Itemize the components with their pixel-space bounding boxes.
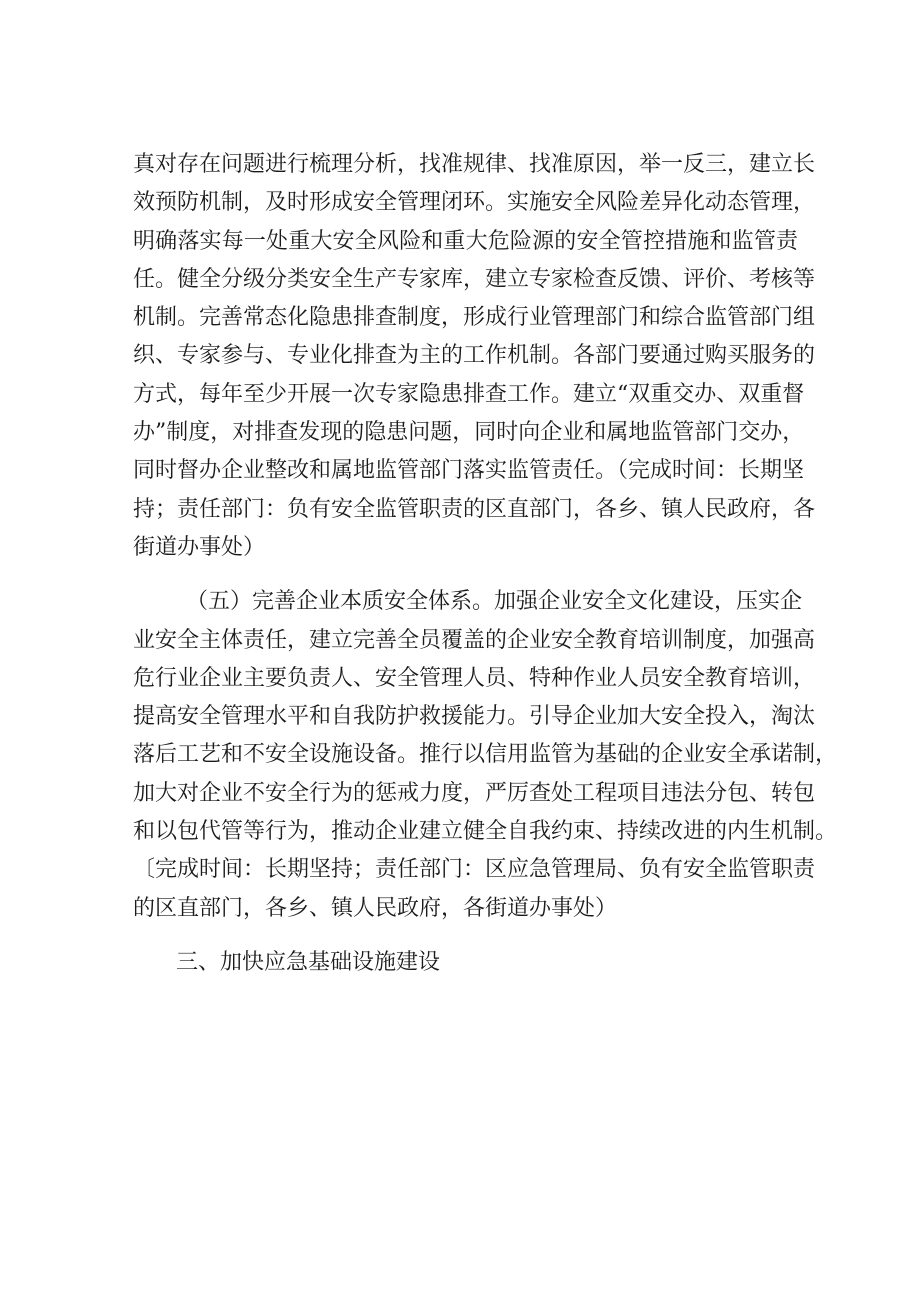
paragraph-line: 效预防机制，及时形成安全管理闭环。实施安全风险差异化动态管理， bbox=[133, 190, 816, 216]
paragraph-line: 明确落实每一处重大安全风险和重大危险源的安全管控措施和监管责 bbox=[133, 228, 798, 254]
paragraph-line: 持；责任部门：负有安全监管职责的区直部门，各乡、镇人民政府，各 bbox=[133, 496, 816, 522]
paragraph-line: 任。健全分级分类安全生产专家库，建立专家检查反馈、评价、考核等 bbox=[133, 266, 816, 292]
document-body bbox=[133, 146, 838, 982]
paragraph-line: 织、专家参与、专业化排查为主的工作机制。各部门要通过购买服务的 bbox=[133, 343, 816, 369]
paragraph-line: 同时督办企业整改和属地监管部门落实监管责任。（完成时间：长期坚 bbox=[133, 458, 805, 484]
paragraph-line: 真对存在问题进行梳理分析，找准规律、找准原因，举一反三，建立长 bbox=[133, 152, 816, 177]
paragraph-2 bbox=[133, 583, 838, 928]
section-heading: 三、加快应急基础设施建设 bbox=[176, 949, 441, 975]
paragraph-line: 业安全主体责任，建立完善全员覆盖的企业安全教育培训制度，加强高 bbox=[133, 627, 816, 653]
paragraph-line: 提高安全管理水平和自我防护救援能力。引导企业加大安全投入，淘汰 bbox=[133, 704, 816, 730]
paragraph-line: 街道办事处） bbox=[133, 534, 266, 560]
paragraph-line: 落后工艺和不安全设施设备。推行以信用监管为基础的企业安全承诺制， bbox=[133, 742, 838, 768]
paragraph-line: 危行业企业主要负责人、安全管理人员、特种作业人员安全教育培训， bbox=[133, 665, 816, 691]
paragraph-line: 加大对企业不安全行为的惩戒力度，严厉查处工程项目违法分包、转包 bbox=[133, 780, 816, 806]
paragraph-1 bbox=[133, 146, 816, 567]
paragraph-line: 机制。完善常态化隐患排查制度，形成行业管理部门和综合监管部门组 bbox=[133, 305, 816, 331]
paragraph-line: 方式，每年至少开展一次专家隐患排查工作。建立“双重交办、双重督 bbox=[133, 381, 805, 407]
paragraph-line: 〔完成时间：长期坚持；责任部门：区应急管理局、负有安全监管职责 bbox=[133, 857, 816, 883]
paragraph-line: （五）完善企业本质安全体系。加强企业安全文化建设，压实企 bbox=[186, 589, 803, 615]
paragraph-line: 办”制度，对排查发现的隐患问题，同时向企业和属地监管部门交办， bbox=[133, 420, 805, 446]
paragraph-line: 和以包代管等行为，推动企业建立健全自我约束、持续改进的内生机制。 bbox=[133, 819, 838, 845]
paragraph-line: 的区直部门，各乡、镇人民政府，各街道办事处） bbox=[133, 895, 618, 921]
